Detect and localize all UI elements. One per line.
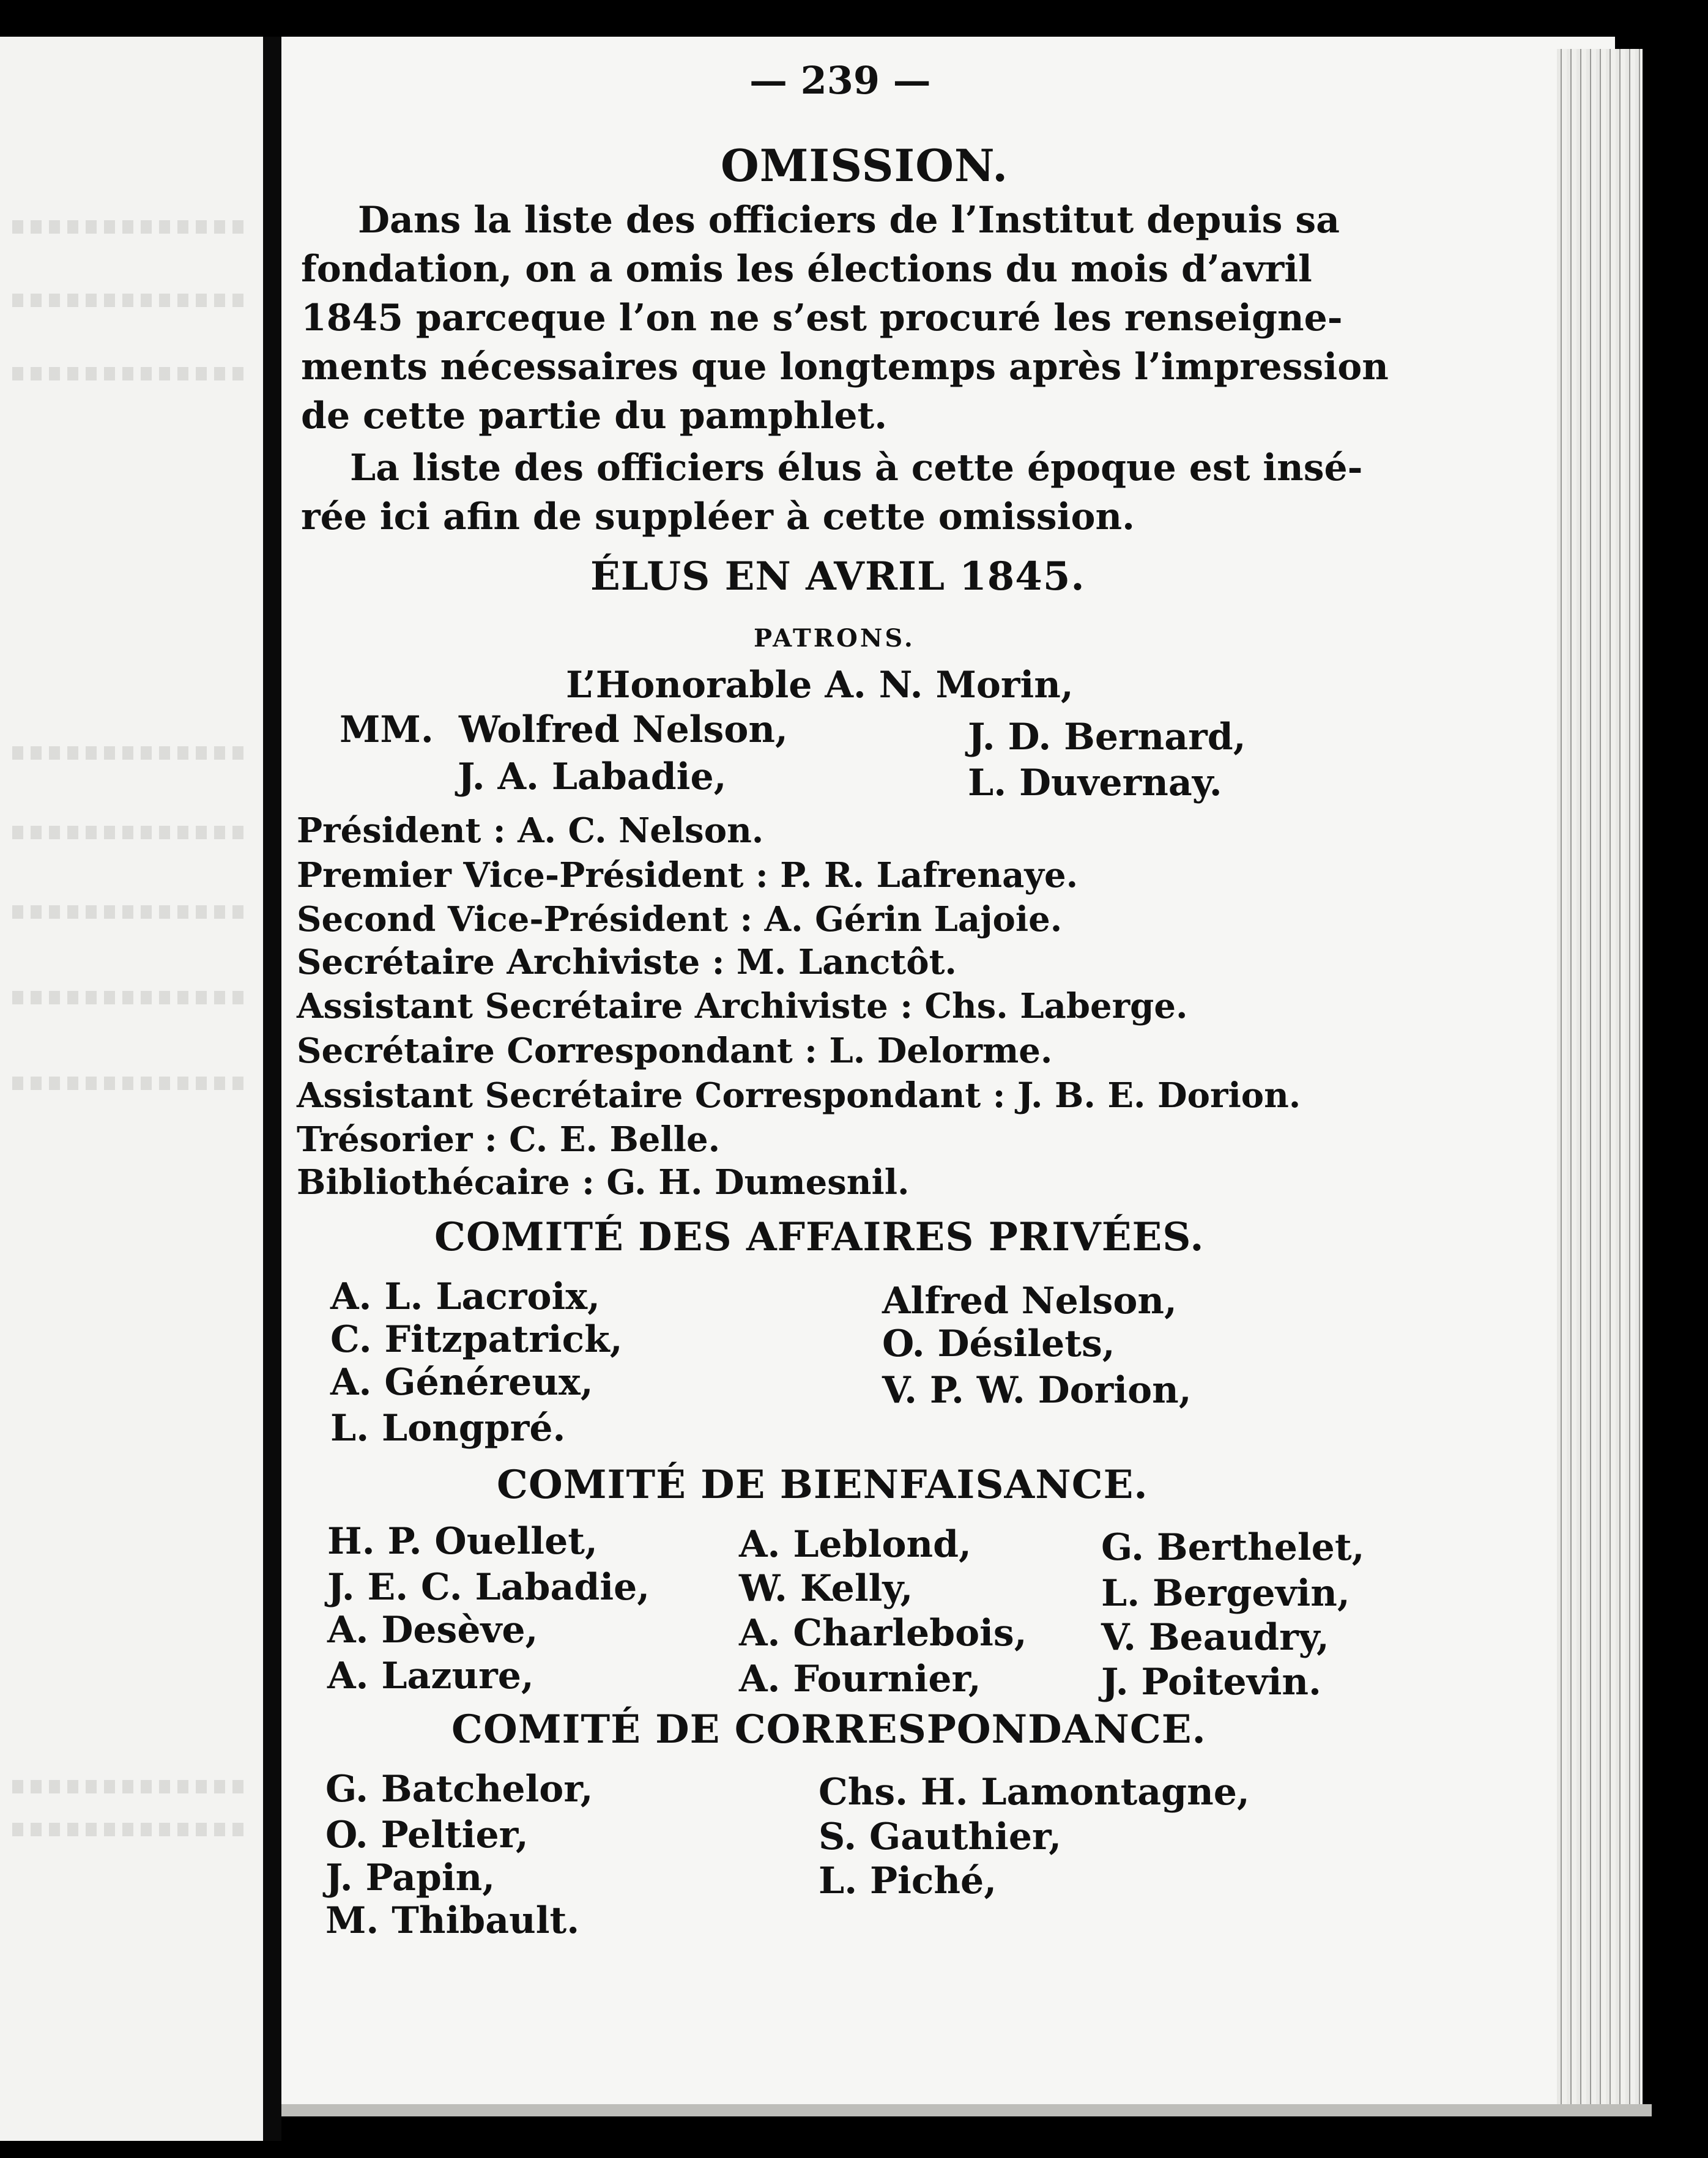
patron-name: L. Duvernay. <box>968 762 1222 804</box>
officer-line: Assistant Secrétaire Archiviste : Chs. Laberge. <box>297 986 1188 1026</box>
committee-member: M. Thibault. <box>325 1899 580 1942</box>
officer-line: Assistant Secrétaire Correspondant : J. B. E. Dorion. <box>297 1075 1301 1116</box>
patron-name: J. A. Labadie, <box>458 755 727 798</box>
committee-member: H. P. Ouellet, <box>327 1520 598 1563</box>
committee-member: Alfred Nelson, <box>882 1280 1177 1322</box>
committee-member: S. Gauthier, <box>819 1815 1062 1858</box>
patrons-title: PATRONS. <box>754 624 915 653</box>
paragraph-line: La liste des officiers élus à cette époque est insé- <box>350 447 1363 489</box>
heading: OMISSION. <box>721 139 1009 191</box>
committee-member: A. Lazure, <box>327 1655 534 1697</box>
committee-member: G. Berthelet, <box>1101 1526 1365 1569</box>
committee-member: A. Desève, <box>327 1609 538 1652</box>
patron-name: Wolfred Nelson, <box>459 708 788 751</box>
patron-name: J. D. Bernard, <box>968 716 1246 758</box>
committee-member: L. Bergevin, <box>1101 1572 1350 1615</box>
committee-title: COMITÉ DE BIENFAISANCE. <box>497 1462 1148 1508</box>
committee-member: Chs. H. Lamontagne, <box>819 1771 1250 1814</box>
committee-member: A. Généreux, <box>330 1361 593 1404</box>
committee-member: A. L. Lacroix, <box>330 1275 600 1318</box>
committee-member: A. Charlebois, <box>739 1612 1027 1655</box>
committee-member: A. Leblond, <box>739 1523 971 1566</box>
committee-title: COMITÉ DE CORRESPONDANCE. <box>451 1707 1206 1752</box>
section-title: ÉLUS EN AVRIL 1845. <box>590 554 1085 599</box>
paragraph-line: ments nécessaires que longtemps après l’impression <box>301 346 1389 388</box>
committee-member: W. Kelly, <box>739 1567 913 1610</box>
paragraph-line: rée ici afin de suppléer à cette omission. <box>301 495 1135 538</box>
officer-line: Secrétaire Archiviste : M. Lanctôt. <box>297 942 957 982</box>
page-number: — 239 — <box>749 58 931 103</box>
committee-title: COMITÉ DES AFFAIRES PRIVÉES. <box>434 1214 1205 1260</box>
paragraph-line: 1845 parceque l’on ne s’est procuré les renseigne- <box>301 297 1343 339</box>
officer-line: Second Vice-Président : A. Gérin Lajoie. <box>297 899 1063 940</box>
paragraph-line: Dans la liste des officiers de l’Institut depuis sa <box>358 199 1340 242</box>
committee-member: O. Désilets, <box>882 1322 1115 1365</box>
paragraph-line: fondation, on a omis les élections du mois d’avril <box>301 248 1312 291</box>
committee-member: C. Fitzpatrick, <box>330 1318 623 1361</box>
officer-line: Premier Vice-Président : P. R. Lafrenaye. <box>297 855 1079 895</box>
paragraph-line: de cette partie du pamphlet. <box>301 395 888 437</box>
officer-line: Président : A. C. Nelson. <box>297 810 764 851</box>
committee-member: J. Papin, <box>325 1856 496 1899</box>
officer-line: Secrétaire Correspondant : L. Delorme. <box>297 1031 1053 1071</box>
committee-member: O. Peltier, <box>325 1814 529 1856</box>
committee-member: G. Batchelor, <box>325 1768 593 1811</box>
committee-member: L. Piché, <box>819 1860 997 1902</box>
officer-line: Trésorier : C. E. Belle. <box>297 1119 721 1160</box>
committee-member: J. E. C. Labadie, <box>327 1566 650 1609</box>
committee-member: V. P. W. Dorion, <box>882 1369 1192 1412</box>
patron-honorable: L’Honorable A. N. Morin, <box>566 664 1074 706</box>
committee-member: A. Fournier, <box>739 1658 981 1700</box>
officer-line: Bibliothécaire : G. H. Dumesnil. <box>297 1162 910 1203</box>
committee-member: L. Longpré. <box>330 1407 566 1450</box>
patrons-prefix: MM. <box>340 708 434 751</box>
committee-member: J. Poitevin. <box>1101 1661 1321 1704</box>
committee-member: V. Beaudry, <box>1101 1616 1329 1659</box>
